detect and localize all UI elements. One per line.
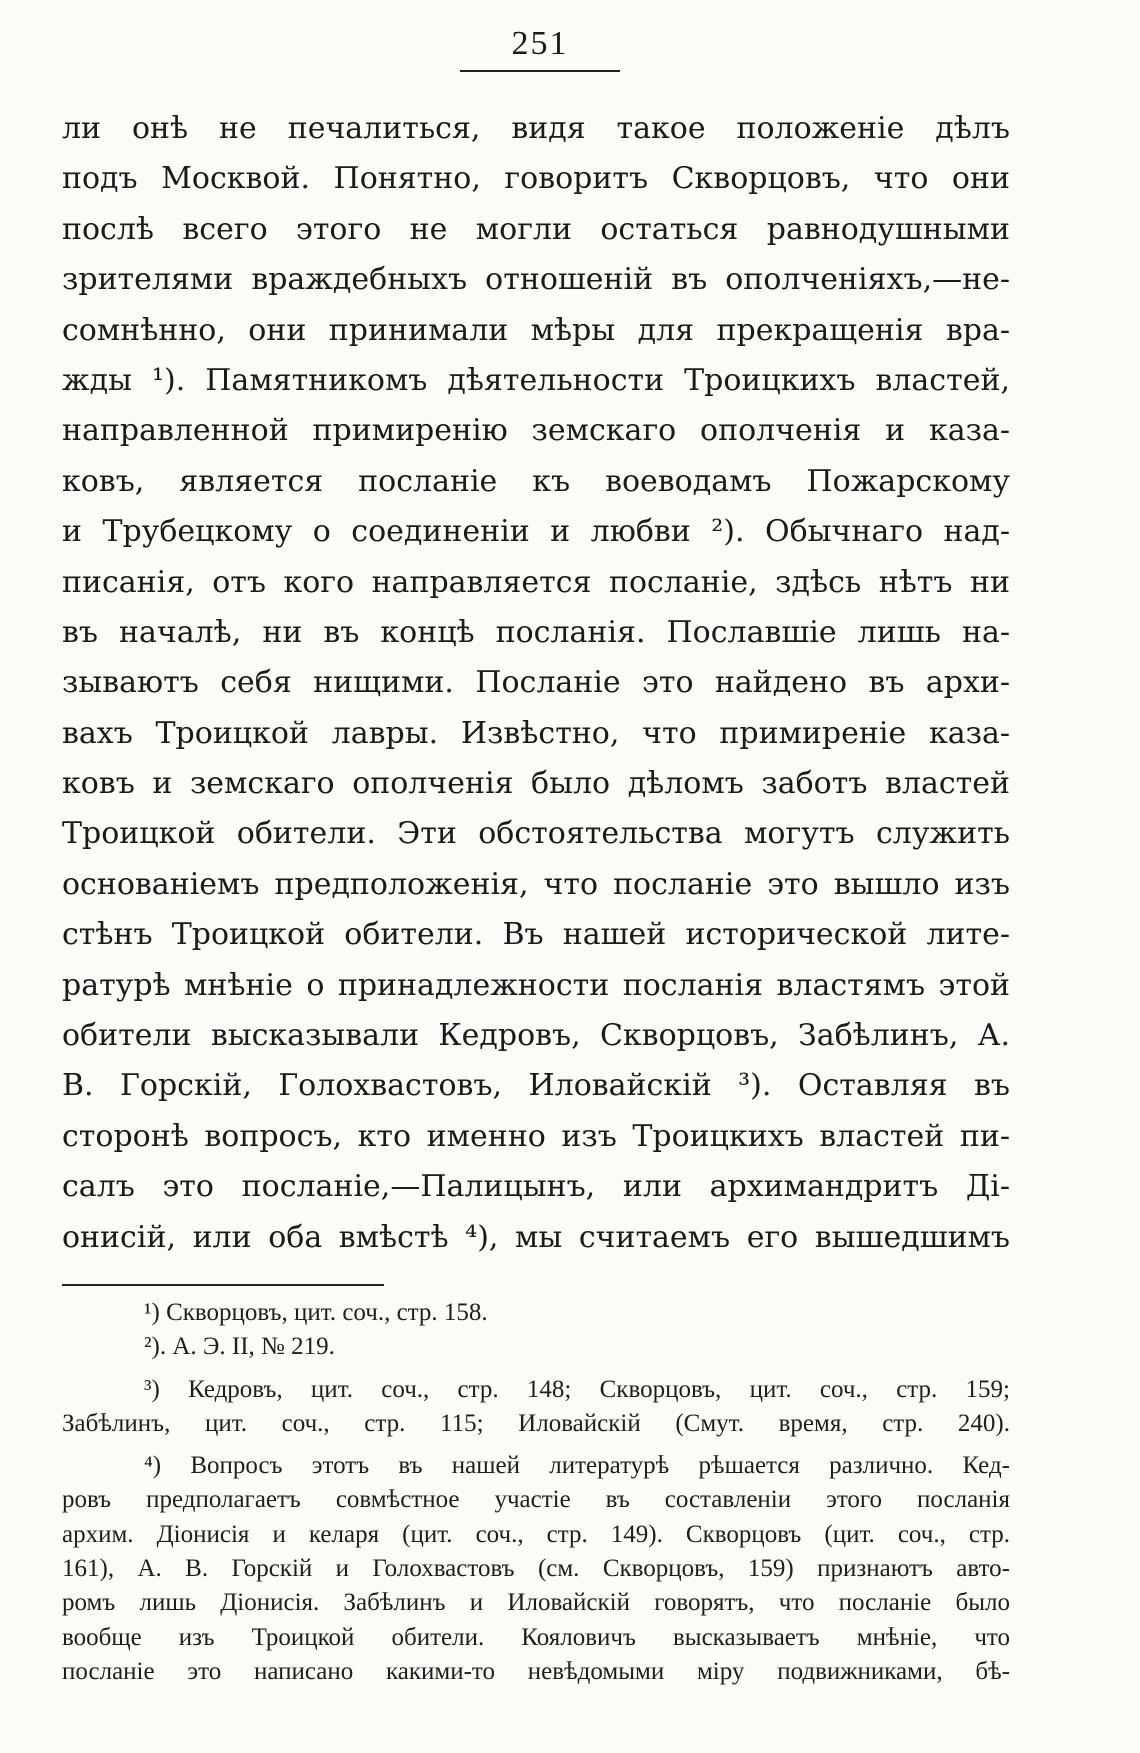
text-line: Троицкой обители. Эти обстоятельства могутъ служить [62,816,1010,852]
text-line: ковъ, является посланіе къ воеводамъ Пожарскому [62,463,1010,499]
page-number: 251 [511,25,569,62]
text-line: онисій, или оба вмѣстѣ ⁴), мы считаемъ его вышедшимъ [62,1219,1010,1255]
text-line: В. Горскій, Голохвастовъ, Иловайскій ³). Оставляя въ [62,1068,1010,1104]
text-line: и Трубецкому о соединеніи и любви ²). Обычнаго над- [62,514,1010,550]
text-line: сторонѣ вопросъ, кто именно изъ Троицкихъ властей пи- [62,1118,1010,1154]
footnote-4-line: 161), А. В. Горскій и Голохвастовъ (см. Скворцовъ, 159) признаютъ авто- [62,1555,1010,1583]
text-line: въ началѣ, ни въ концѣ посланія. Пославшіе лишь на- [62,614,1010,650]
footnote-4-line: вообще изъ Троицкой обители. Кояловичъ высказываетъ мнѣніе, что [62,1623,1010,1651]
footnote-4-line: ровъ предполагаетъ совмѣстное участіе въ составленіи этого посланія [62,1486,1010,1514]
footnotes [62,1296,1010,1689]
text-line: ли онѣ не печалиться, видя такое положеніе дѣлъ [62,111,1010,146]
footnote-separator [62,1284,384,1286]
text-line: направленной примиренію земскаго ополченія и каза- [62,413,1010,449]
footnote-1: ¹) Скворцовъ, цит. соч., стр. 158. [144,1299,488,1326]
text-line: ратурѣ мнѣніе о принадлежности посланія властямъ этой [62,967,1010,1003]
footnote-2: ²). А. Э. II, № 219. [144,1333,335,1361]
text-line: основаніемъ предположенія, что посланіе это вышло изъ [62,866,1010,902]
main-text [62,104,1010,1263]
text-line: обители высказывали Кедровъ, Скворцовъ, Забѣлинъ, А. [62,1018,1010,1054]
footnote-4-line: архим. Діонисія и келаря (цит. соч., стр. 149). Скворцовъ (цит. соч., стр. [62,1520,1010,1548]
text-line: послѣ всего этого не могли остаться равнодушными [62,211,1010,247]
text-line: писанія, отъ кого направляется посланіе, здѣсь нѣтъ ни [62,564,1010,600]
text-line: зрителями враждебныхъ отношеній въ ополченіяхъ,—не- [62,262,1010,298]
footnote-4-line: ромъ лишь Діонисія. Забѣлинъ и Иловайскій говорятъ, что посланіе было [62,1589,1010,1617]
footnote-3-line: ³) Кедровъ, цит. соч., стр. 148; Скворцовъ, цит. соч., стр. 159; [144,1375,1010,1403]
text-line: сомнѣнно, они принимали мѣры для прекращенія вра- [62,312,1010,348]
footnote-3-line: Забѣлинъ, цит. соч., стр. 115; Иловайскій (Смут. время, стр. 240). [62,1409,1010,1437]
text-line: салъ это посланіе,—Палицынъ, или архимандритъ Ді- [62,1169,1010,1205]
text-line: подъ Москвой. Понятно, говоритъ Скворцовъ, что они [62,161,1010,197]
footnote-4-line: ⁴) Вопросъ этотъ въ нашей литературѣ рѣшается различно. Кед- [144,1452,1010,1480]
text-line: вахъ Троицкой лавры. Извѣстно, что примиреніе каза- [62,715,1010,751]
footnote-4-line: посланіе это написано какими-то невѣдомыми міру подвижниками, бѣ- [62,1657,1010,1685]
text-line: стѣнъ Троицкой обители. Въ нашей исторической лите- [62,917,1010,953]
text-line: жды ¹). Памятникомъ дѣятельности Троицкихъ властей, [62,362,1010,398]
text-line: зываютъ себя нищими. Посланіе это найдено въ архи- [62,665,1010,701]
page-number-underline [460,70,620,72]
text-line: ковъ и земскаго ополченія было дѣломъ заботъ властей [62,766,1010,802]
